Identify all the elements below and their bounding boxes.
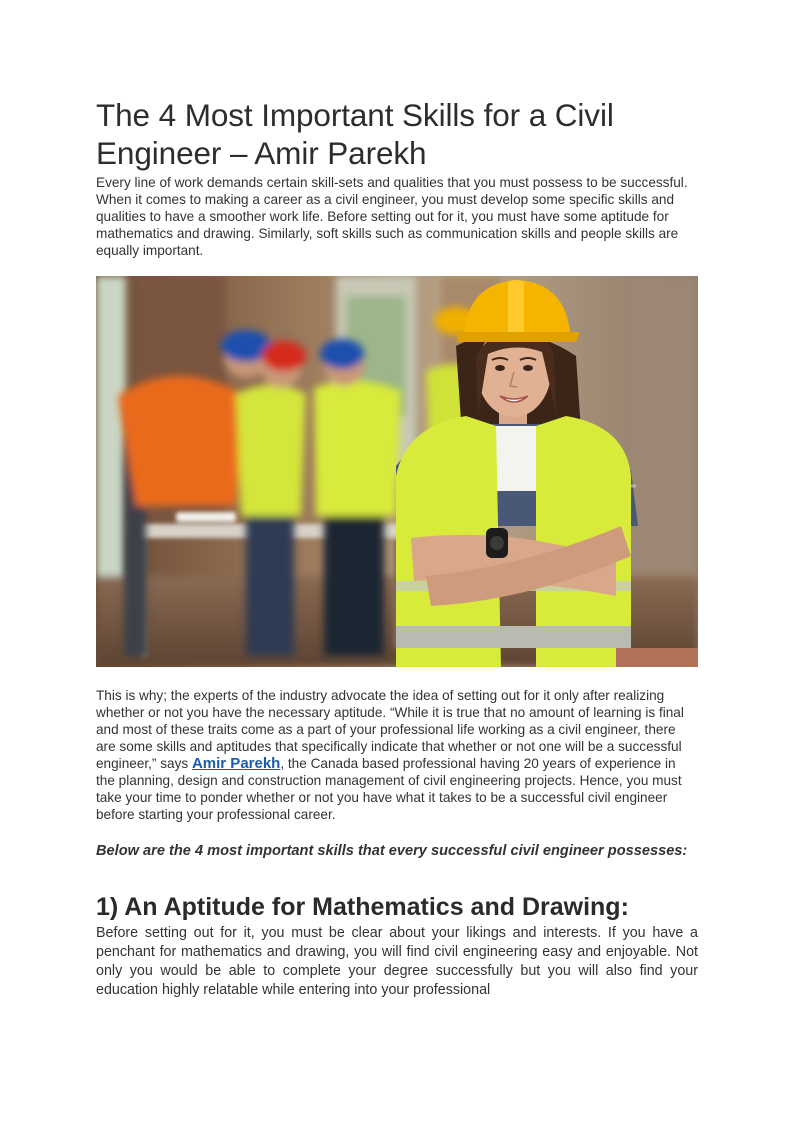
intro-paragraph: Every line of work demands certain skill-sets and qualities that you must possess to be successful. When it comes to making a career as a civil engineer, you must develop some specific skills and qualities to have a smoother work life. Before setting out for it, you must have some aptitude for mathematics and drawing. Similarly, soft skills such as communication skills and people skills are equally important. [96,175,688,258]
document-page [96,96,698,1000]
section-heading-1: 1) An Aptitude for Mathematics and Drawing: [96,893,629,921]
body-text-after-link: , the Canada based professional having 20 years of experience in the planning, design and construction management of civil engineering projects. Hence, you must take your time to ponder whether or not you have what it takes to be a successful civil engineer before starting your professional career. [96,756,682,822]
page-title: The 4 Most Important Skills for a Civil Engineer – Amir Parekh [96,97,614,171]
amir-parekh-link[interactable]: Amir Parekh [191,755,281,772]
body-paragraph [96,687,698,823]
section-1-paragraph: Before setting out for it, you must be clear about your likings and interests. If you have a penchant for mathematics and drawing, you will find civil engineering easy and enjoyable. Not only you would be able to complete your degree successfully but you will also find your education highly relatable while entering into your professional [96,925,698,998]
skills-intro-emphasis: Below are the 4 most important skills that every successful civil engineer possesses: [96,843,688,859]
engineer-photo-illustration [96,276,698,667]
body-text-before-link: This is why; the experts of the industry advocate the idea of setting out for it only after realizing whether or not you have the necessary aptitude. “While it is true that no amount of learning is final and most of these traits come as a part of your professional life working as a civil engineer, there are some skills and aptitudes that specifically indicate that whether or not one will be a successful engineer,” says [96,688,684,771]
engineer-photo [96,276,698,667]
